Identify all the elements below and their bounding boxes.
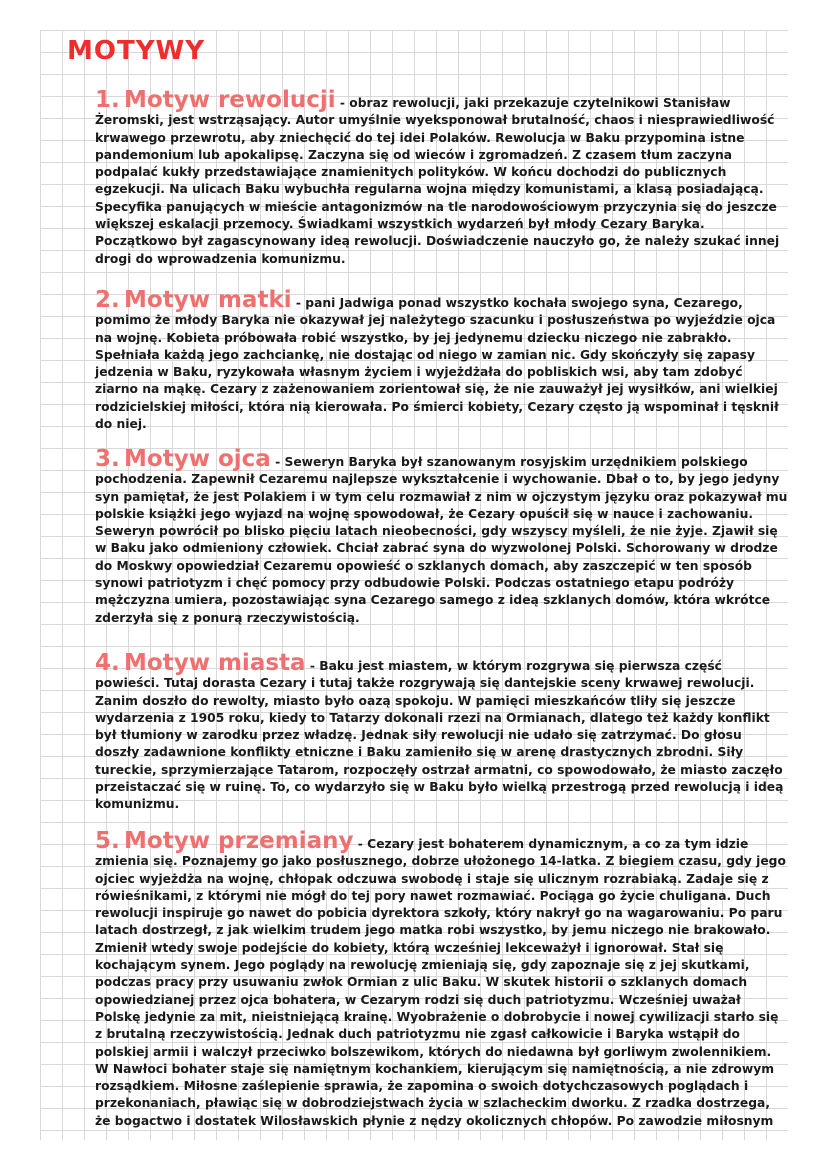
motif-text: - Cezary jest bohaterem dynamicznym, a co za tym idzie zmienia się. Poznajemy go jako posłusznego, dobrze ułożonego 14-latka. Z biegiem czasu, gdy jego ojciec wyjeżdża na wojnę, chłopak odczuwa swobodę i staje się ulicznym rozrabiaką. Zadaje się z rówieśnikami, z którymi nie mógł do tej pory nawet rozmawiać. Pociąga go życie chuligana. Duch rewolucji inspiruje go nawet do pobicia dyrektora szkoły, który nakrył go na wagarowaniu. Po paru latach dostrzegł, z jak wielkim trudem jego matka robi wszystko, by jemu niczego nie brakowało. Zmienił wtedy swoje podejście do kobiety, którą wcześniej lekceważył i ignorował. Stał się kochającym synem. Jego poglądy na rewolucję zmieniają się, gdy zapoznaje się z jej skutkami, podczas pracy przy usuwaniu zwłok Ormian z ulic Baku. W skutek historii o szklanych domach opowiedzianej przez ojca bohatera, w Cezarym rodzi się duch patriotyzmu. Wcześniej uważał Polskę jedynie za mit, nieistniejącą krainę. Wyobrażenie o dobrobycie i nowej cywilizacji starło się z brutalną rzeczywistością. Jednak duch patriotyzmu nie zgasł całkowicie i Baryka wstąpił do polskiej armii i walczył przeciwko bolszewikom, których do niedawna był gorliwym zwolennikiem. W Nawłoci bohater staje się namiętnym kochankiem, kierującym się namiętnością, a nie zdrowym rozsądkiem. Miłosne zaślepienie sprawia, że zapomina o swoich dotychczasowych poglądach i przekonaniach, pławiąc się w dobrodziejstwach życia w szlacheckim dworku. Z rzadka dostrzega, że bogactwo i dostatek Wilosławskich płynie z nędzy okolicznych chłopów. Po zawodzie miłosnym xyxy=(95,837,786,1128)
motif-heading: Motyw ojca xyxy=(124,446,271,472)
motif-section-transformation xyxy=(95,828,789,1130)
motif-section-revolution xyxy=(95,87,789,268)
motif-section-father xyxy=(95,446,789,627)
motif-number: 5. xyxy=(95,828,120,854)
motif-number: 1. xyxy=(95,87,120,113)
motif-text: - pani Jadwiga ponad wszystko kochała swojego syna, Cezarego, pomimo że młody Baryka nie okazywał jej należytego szacunku i posłuszeństwa po wyjeździe ojca na wojnę. Kobieta próbowała robić wszystko, by jej jedynemu dziecku niczego nie zabrakło. Spełniała każdą jego zachciankę, nie dostając od niego w zamian nic. Gdy skończyły się zapasy jedzenia w Baku, ryzykowała własnym życiem i wyjeżdżała do pobliskich wsi, aby tam zdobyć ziarno na mąkę. Cezary z zażenowaniem zorientował się, że nie zauważył jej wysiłków, ani wielkiej rodzicielskiej miłości, która nią kierowała. Po śmierci kobiety, Cezary często ją wspominał i tęsknił do niej. xyxy=(95,296,779,432)
motif-heading: Motyw rewolucji xyxy=(124,87,336,113)
motif-heading: Motyw miasta xyxy=(124,650,306,676)
motif-heading: Motyw matki xyxy=(124,287,292,313)
motif-text: - Baku jest miastem, w którym rozgrywa się pierwsza część powieści. Tutaj dorasta Cezary i tutaj także rozgrywają się dantejskie sceny krwawej rewolucji. Zanim doszło do rewolty, miasto było oazą spokoju. W pamięci mieszkańców tliły się jeszcze wydarzenia z 1905 roku, kiedy to Tatarzy dokonali rzezi na Ormianach, dlatego też każdy konflikt był tłumiony w zarodku przez władzę. Jednak siły rewolucji nie udało się zatrzymać. Do głosu doszły zadawnione konflikty etniczne i Baku zamieniło się w arenę drastycznych zbrodni. Siły tureckie, sprzymierzające Tatarom, rozpoczęły ostrzał armatni, co spowodowało, że miasto zaczęło przeistaczać się w ruinę. To, co wydarzyło się w Baku było wielką przestrogą przed rewolucją i ideą komunizmu. xyxy=(95,659,784,812)
motif-text: - Seweryn Baryka był szanowanym rosyjskim urzędnikiem polskiego pochodzenia. Zapewnił Cezaremu najlepsze wykształcenie i wychowanie. Dbał o to, by jego jedyny syn pamiętał, że jest Polakiem i w tym celu rozmawiał z nim w ojczystym języku oraz pokazywał mu polskie książki jego wyjazd na wojnę spowodował, że Cezary opuścił się w nauce i zachowaniu. Seweryn powrócił po blisko pięciu latach nieobecności, gdy wszyscy myśleli, że nie żyje. Zjawił się w Baku jako odmieniony człowiek. Chciał zabrać syna do wyzwolonej Polski. Schorowany w drodze do Moskwy opowiedział Cezaremu opowieść o szklanych domach, aby zaszczepić w ten sposób synowi patriotyzm i chęć pomocy przy odbudowie Polski. Podczas ostatniego etapu podróży mężczyzna umiera, pozostawiając syna Cezarego samego z ideą szklanych domów, która wkrótce zderzyła się z ponurą rzeczywistością. xyxy=(95,455,788,625)
motif-section-mother xyxy=(95,287,789,433)
motif-number: 2. xyxy=(95,287,120,313)
page-title: MOTYWY xyxy=(67,36,206,66)
motif-text: - obraz rewolucji, jaki przekazuje czytelnikowi Stanisław Żeromski, jest wstrząsający. Autor umyślnie wyeksponował brutalność, chaos i niesprawiedliwość krwawego przewrotu, aby zniechęcić do tej idei Polaków. Rewolucja w Baku przypomina istne pandemonium lub apokalipsę. Zaczyna się od wieców i zgromadzeń. Z czasem tłum zaczyna podpalać kukły przedstawiające znamienitych polityków. W końcu dochodzi do publicznych egzekucji. Na ulicach Baku wybuchła regularna wojna między komunistami, a klasą posiadającą. Specyfika panujących w mieście antagonizmów na tle narodowościowym przyczynia się do jeszcze większej eskalacji przemocy. Świadkami wszystkich wydarzeń był młody Cezary Baryka. Początkowo był zagascynowany ideą rewolucji. Doświadczenie nauczyło go, że należy szukać innej drogi do wprowadzenia komunizmu. xyxy=(95,96,780,266)
motif-section-city xyxy=(95,650,789,814)
motif-number: 4. xyxy=(95,650,120,676)
motif-number: 3. xyxy=(95,446,120,472)
motif-heading: Motyw przemiany xyxy=(124,828,354,854)
